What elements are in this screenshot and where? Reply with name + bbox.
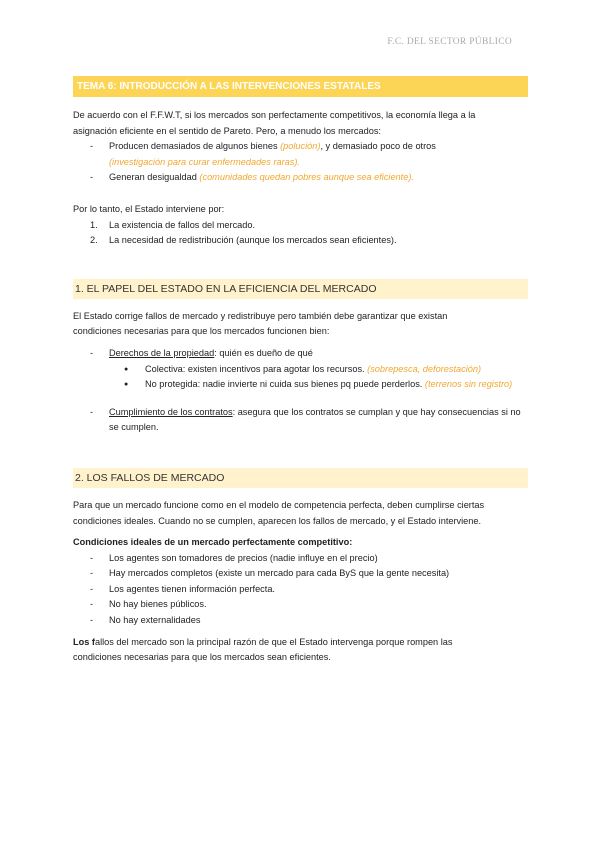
item-text: No protegida: nadie invierte ni cuida sus bienes pq puede perderlos. — [145, 379, 425, 390]
section-1-paragraph — [73, 309, 528, 340]
paragraph-line: El Estado corrige fallos de mercado y redistribuye pero también debe garantizar que existan — [73, 310, 448, 321]
list-item — [73, 233, 528, 249]
paragraph-line: condiciones ideales. Cuando no se cumplen, aparecen los fallos de mercado, y el Estado interviene. — [73, 515, 482, 526]
item-text: La existencia de fallos del mercado. — [109, 219, 256, 230]
term-underlined: Cumplimiento de los contratos — [109, 406, 233, 417]
main-title: TEMA 6: INTRODUCCIÓN A LAS INTERVENCIONES ESTATALES — [73, 76, 528, 97]
sublist-item — [109, 362, 528, 378]
item-text: , y demasiado poco de otros — [320, 141, 436, 152]
intro-line: asignación eficiente en el sentido de Pareto. Pero, a menudo los mercados: — [73, 125, 381, 136]
intervention-intro: Por lo tanto, el Estado interviene por: — [73, 203, 225, 214]
sublist-item — [109, 377, 528, 393]
item-number: 1. — [90, 219, 98, 230]
intro-paragraph — [73, 108, 528, 139]
list-item: - No hay externalidades — [73, 613, 528, 629]
intervention-reasons-list — [73, 218, 528, 249]
item-number: 2. — [90, 235, 98, 246]
document-body — [73, 76, 528, 666]
example-note: (sobrepesca, deforestación) — [367, 363, 482, 374]
item-text: La necesidad de redistribución (aunque los mercados sean eficientes). — [109, 235, 397, 246]
item-text: : asegura que los contratos se cumplan y que hay consecuencias si no se cumplen. — [109, 406, 521, 433]
paragraph-line: condiciones necesarias para que los mercados sean eficientes. — [73, 652, 331, 663]
item-text: Producen demasiados de algunos bienes — [109, 141, 281, 152]
section-2-paragraph — [73, 498, 528, 529]
list-item — [73, 139, 528, 170]
intro-line: De acuerdo con el F.F.W.T, si los mercados son perfectamente competitivos, la economía llega a la — [73, 110, 476, 120]
list-item: - Los agentes son tomadores de precios (nadie influye en el precio) — [73, 551, 528, 567]
item-text: Colectiva: existen incentivos para agotar los recursos. — [145, 363, 368, 374]
document-header-title: F.C. DEL SECTOR PÚBLICO — [387, 37, 512, 47]
example-note: (investigación para curar enfermedades raras). — [109, 156, 300, 167]
bold-lead: Los f — [73, 636, 95, 647]
market-issues-list — [73, 139, 528, 186]
list-item: - No hay bienes públicos. — [73, 597, 528, 613]
example-note: (terrenos sin registro) — [424, 379, 513, 390]
item-text: Generan desigualdad — [109, 172, 200, 183]
ideal-conditions-list — [73, 551, 528, 629]
section-2-title: 2. LOS FALLOS DE MERCADO — [73, 468, 528, 488]
paragraph-line: condiciones necesarias para que los mercados funcionen bien: — [73, 326, 330, 337]
closing-paragraph — [73, 635, 528, 666]
list-item: - Los agentes tienen información perfecta. — [73, 582, 528, 598]
example-note: (polución) — [280, 141, 321, 152]
conditions-heading: Condiciones ideales de un mercado perfectamente competitivo: — [73, 537, 353, 548]
paragraph-line — [73, 635, 528, 651]
list-item — [73, 405, 528, 436]
list-item — [73, 346, 528, 393]
list-item — [73, 170, 528, 186]
paragraph-text: allos del mercado son la principal razón de que el Estado intervenga porque rompen las — [94, 636, 453, 647]
term-underlined: Derechos de la propiedad — [109, 347, 215, 358]
section-1-title: 1. EL PAPEL DEL ESTADO EN LA EFICIENCIA DEL MERCADO — [73, 279, 528, 299]
list-item — [73, 218, 528, 234]
paragraph-line: Para que un mercado funcione como en el modelo de competencia perfecta, deben cumplirse ciertas — [73, 499, 485, 510]
list-item: - Hay mercados completos (existe un mercado para cada ByS que la gente necesita) — [73, 566, 528, 582]
property-rights-sublist — [109, 362, 528, 393]
example-note: (comunidades quedan pobres aunque sea eficiente). — [199, 172, 414, 183]
conditions-list — [73, 346, 528, 436]
item-text: : quién es dueño de qué — [214, 347, 313, 358]
